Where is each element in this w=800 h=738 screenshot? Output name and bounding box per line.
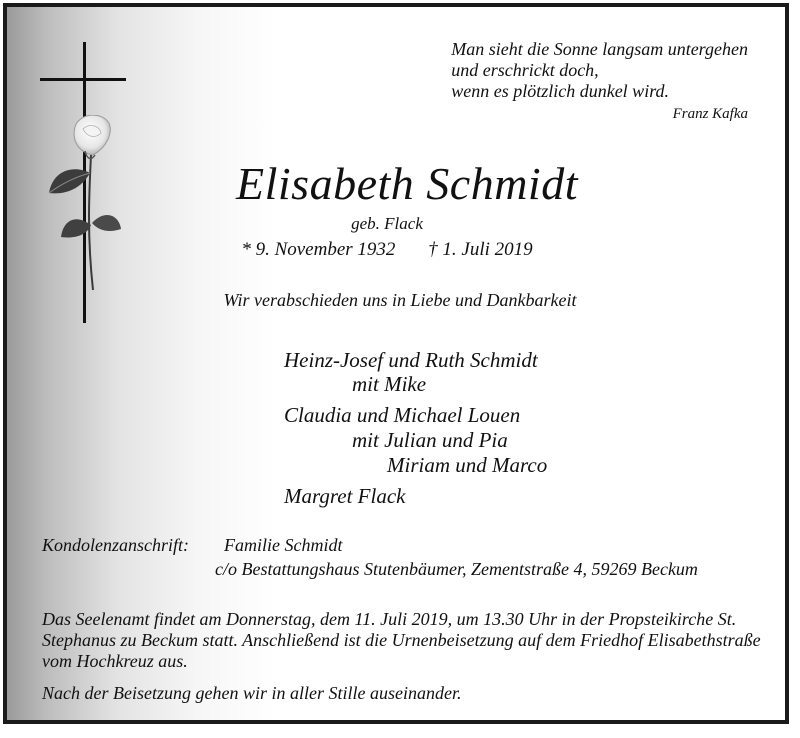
birth-date: * 9. November 1932 [241,239,396,260]
quote-author: Franz Kafka [672,106,748,122]
deceased-name: Elisabeth Schmidt [236,158,578,209]
condolence-name: Familie Schmidt [224,535,343,555]
family-member: Claudia und Michael Louen [284,403,521,427]
service-text: Das Seelenamt findet am Donnerstag, dem 11. Juli 2019, um 13.30 Uhr in der Propsteikirche St. Stephanus zu Beckum statt. Anschließend ist die Urnenbeisetzung auf dem Friedhof Elisabethstraße vom Hochkreuz aus. [42,609,761,671]
quote-line: Man sieht die Sonne langsam untergehen [451,39,748,59]
family-member: mit Julian und Pia [352,428,508,452]
rose-icon [35,115,125,305]
condolence-address: c/o Bestattungshaus Stutenbäumer, Zementstraße 4, 59269 Beckum [215,559,698,579]
farewell-text: Wir verabschieden uns in Liebe und Dankbarkeit [223,290,577,310]
death-date: † 1. Juli 2019 [428,239,533,260]
family-member: Heinz-Josef und Ruth Schmidt [284,348,538,372]
quote [451,39,748,102]
family-member: Miriam und Marco [387,453,548,477]
life-dates [7,239,767,261]
quote-line: und erschrickt doch, [451,60,599,80]
quote-line: wenn es plötzlich dunkel wird. [451,81,670,101]
maiden-name: geb. Flack [351,214,423,233]
family-member: mit Mike [352,372,427,396]
closing-text: Nach der Beisetzung gehen wir in aller Stille auseinander. [42,683,462,703]
obituary-card [3,3,789,724]
cross-bar [40,78,126,81]
family-member: Margret Flack [284,484,406,508]
condolence-label: Kondolenzanschrift: [42,535,189,555]
